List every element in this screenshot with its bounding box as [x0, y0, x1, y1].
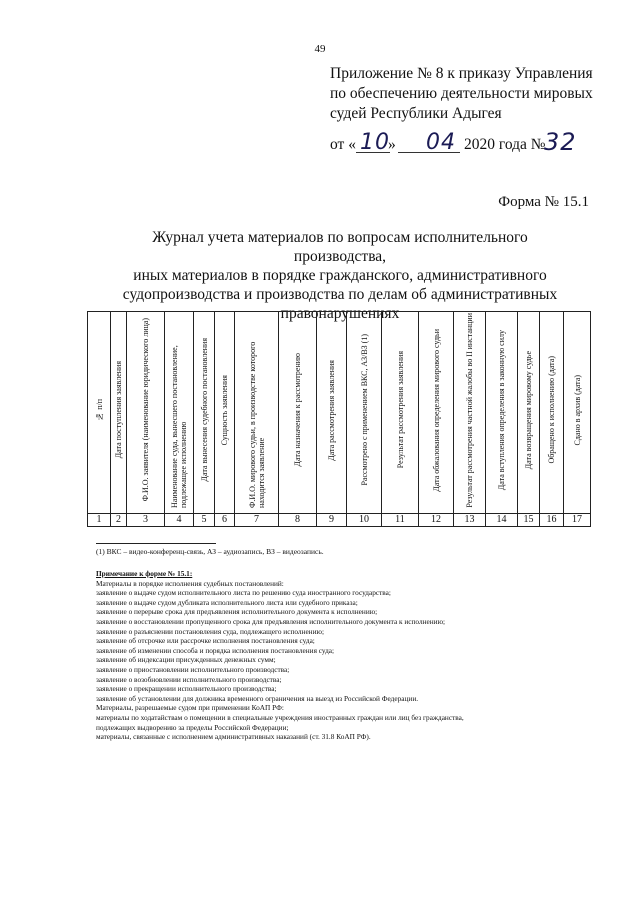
note-line: заявление о выдаче судом исполнительного листа по решению суда иностранного государства; — [96, 588, 391, 598]
note-line: материалы по ходатайствам о помещении в специальные учреждения иностранных граждан или лиц без гражданства, — [96, 712, 464, 722]
header-cell — [88, 312, 111, 514]
header-label: Сущность заявления — [220, 374, 229, 446]
header-cell — [235, 312, 279, 514]
header-label: Дата вступления определения в законную силу — [497, 329, 506, 491]
title-line-4: правонарушениях — [280, 305, 400, 322]
column-number: 3 — [127, 514, 165, 527]
header-cell — [382, 312, 419, 514]
header-label: Дата назначения к рассмотрению — [293, 353, 302, 467]
header-cell — [111, 312, 127, 514]
header-label: Сдано в архив (дата) — [572, 374, 582, 446]
note-line: заявление об индексации присужденных денежных сумм; — [96, 655, 276, 665]
header-label: Ф.И.О. мирового судьи, в производстве которого находится заявление — [247, 341, 266, 508]
footnote-divider — [96, 543, 216, 544]
date-month: 04 — [426, 130, 456, 155]
note-line: заявление о возобновлении исполнительного производства; — [96, 674, 282, 684]
header-cell — [564, 312, 591, 514]
table-number-row — [88, 514, 591, 527]
header-cell — [419, 312, 454, 514]
journal-table — [87, 311, 591, 527]
header-label: Дата поступления заявления — [114, 361, 123, 459]
note-line: заявление об установлении для должника временного ограничения на выезд из Российской Федерации. — [96, 693, 419, 703]
title-line-3: судопроизводства и производства по делам об административных — [122, 286, 558, 303]
column-number: 10 — [347, 514, 382, 527]
header-cell — [279, 312, 317, 514]
form-label: Форма № 15.1 — [498, 194, 589, 210]
notes-heading: Примечание к форме № 15.1: — [96, 569, 193, 578]
header-cell — [215, 312, 235, 514]
header-label: Дата возвращения мировому судье — [524, 350, 533, 470]
header-cell — [165, 312, 194, 514]
header-cell — [486, 312, 518, 514]
column-number: 7 — [235, 514, 279, 527]
header-label: Результат рассмотрения частной жалобы во II инстанции — [465, 312, 474, 508]
document-title — [110, 228, 570, 323]
column-number: 17 — [564, 514, 591, 527]
header-label: № п/п — [94, 399, 104, 421]
appendix-line-3: судей Республики Адыгея — [330, 105, 502, 122]
header-cell — [518, 312, 540, 514]
date-day: 10 — [360, 130, 390, 155]
header-label: Обращено к исполнению (дата) — [547, 356, 556, 464]
column-number: 11 — [382, 514, 419, 527]
note-line: материалы, связанные с исполнением административных наказаний (ст. 31.8 КоАП РФ). — [96, 732, 371, 742]
note-line: Материалы в порядке исполнения судебных постановлений: — [96, 578, 284, 588]
title-line-1: Журнал учета материалов по вопросам исполнительного производства, — [152, 229, 528, 265]
table-header-row — [88, 312, 591, 514]
note-line: заявление об отсрочке или рассрочке исполнения постановления суда; — [96, 636, 315, 646]
column-number: 15 — [518, 514, 540, 527]
header-label: Ф.И.О. заявителя (наименование юридического лица) — [141, 318, 150, 502]
note-line: заявление об изменении способа и порядка исполнения постановления суда; — [96, 645, 335, 655]
header-label: Дата вынесения судебного постановления — [199, 338, 209, 482]
column-number: 9 — [317, 514, 347, 527]
column-number: 16 — [540, 514, 564, 527]
appendix-line-2: по обеспечению деятельности мировых — [330, 85, 593, 102]
footnote: (1) ВКС – видео-конференц-связь, АЗ – аудиозапись, ВЗ – видеозапись. — [96, 547, 324, 556]
note-line: заявление о приостановлении исполнительного производства; — [96, 664, 290, 674]
note-line: подлежащих выдворению за пределы Российской Федерации; — [96, 722, 289, 732]
date-separator: » — [388, 136, 396, 153]
order-date-line — [330, 128, 630, 158]
order-number: 32 — [544, 128, 577, 156]
day-underline — [356, 152, 390, 153]
column-number: 6 — [215, 514, 235, 527]
header-cell — [194, 312, 215, 514]
title-line-2: иных материалов в порядке гражданского, административного — [133, 267, 547, 284]
column-number: 12 — [419, 514, 454, 527]
date-prefix: от « — [330, 136, 356, 153]
header-label: Наименование суда, вынесшего постановление, подлежащее исполнению — [170, 345, 188, 508]
header-label: Результат рассмотрения заявления — [395, 351, 405, 469]
column-number: 5 — [194, 514, 215, 527]
header-label: Дата обжалования определения мирового судьи — [431, 328, 441, 492]
appendix-line-1: Приложение № 8 к приказу Управления — [330, 65, 593, 82]
column-number: 8 — [279, 514, 317, 527]
note-line: заявление о разъяснении постановления суда, подлежащего исполнению; — [96, 626, 324, 636]
header-cell — [347, 312, 382, 514]
header-cell — [317, 312, 347, 514]
note-line: заявление о прекращении исполнительного производства; — [96, 684, 277, 694]
header-cell — [540, 312, 564, 514]
note-line: Материалы, разрешаемые судом при применении КоАП РФ: — [96, 703, 284, 713]
note-line: заявление о выдаче судом дубликата исполнительного листа или судебного приказа; — [96, 597, 358, 607]
note-line: заявление о перерыве срока для предъявления исполнительного документа к исполнению; — [96, 607, 378, 617]
header-cell — [127, 312, 165, 514]
notes-section — [96, 569, 616, 742]
date-year-text: 2020 года № — [464, 136, 546, 153]
page-number: 49 — [314, 43, 326, 55]
column-number: 13 — [454, 514, 486, 527]
header-label: Дата рассмотрения заявления — [327, 359, 336, 461]
column-number: 14 — [486, 514, 518, 527]
header-cell — [454, 312, 486, 514]
appendix-header — [330, 64, 630, 124]
column-number: 2 — [111, 514, 127, 527]
note-line: заявление о восстановлении пропущенного срока для предъявления исполнительного документа к исполнению; — [96, 616, 446, 626]
column-number: 1 — [88, 514, 111, 527]
month-underline — [398, 152, 460, 153]
header-label: Рассмотрено с применением ВКС, АЗ/ВЗ (1) — [359, 334, 369, 486]
column-number: 4 — [165, 514, 194, 527]
